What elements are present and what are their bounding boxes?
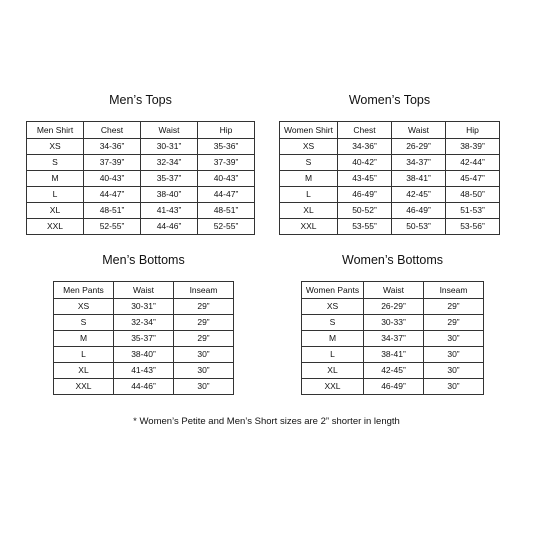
table-cell: 30” [174,379,234,395]
table-cell: 42-44” [446,155,500,171]
table-cell: XL [280,203,338,219]
table-cell: 30” [424,347,484,363]
table-cell: M [27,171,84,187]
table-cell: XS [54,299,114,315]
womens-tops-title: Women’s Tops [348,93,431,107]
table-row [280,187,500,203]
table-row [27,219,255,235]
column-header: Inseam [424,282,484,299]
table-row [54,347,234,363]
table-cell: 46-49” [364,379,424,395]
womens-bottoms-section [301,253,484,395]
table-header-row [302,282,484,299]
table-cell: 34-37” [364,331,424,347]
table-cell: XS [280,139,338,155]
table-cell: L [302,347,364,363]
womens-tops-section [279,93,500,235]
table-cell: L [27,187,84,203]
table-row [280,171,500,187]
column-header: Chest [338,122,392,139]
column-header: Waist [141,122,198,139]
table-row [302,347,484,363]
table-row [27,155,255,171]
column-header: Chest [84,122,141,139]
table-cell: 30” [174,347,234,363]
table-row [54,379,234,395]
table-cell: 35-36” [198,139,255,155]
table-row [302,379,484,395]
womens-bottoms-title: Women’s Bottoms [342,253,443,267]
table-cell: 34-36” [84,139,141,155]
table-cell: 44-47” [198,187,255,203]
table-row [280,139,500,155]
table-cell: 30-31” [114,299,174,315]
table-cell: XL [302,363,364,379]
table-cell: 35-37” [141,171,198,187]
table-cell: 38-40” [141,187,198,203]
table-cell: S [27,155,84,171]
mens-tops-table [26,121,255,235]
table-cell: XL [27,203,84,219]
table-cell: 51-53” [446,203,500,219]
column-header: Waist [114,282,174,299]
table-cell: 48-50” [446,187,500,203]
table-cell: 26-29” [364,299,424,315]
table-cell: 40-43” [198,171,255,187]
mens-bottoms-section [53,253,234,395]
table-cell: 29” [174,331,234,347]
table-cell: XXL [280,219,338,235]
table-cell: 29” [174,299,234,315]
table-cell: 32-34” [114,315,174,331]
table-cell: XXL [302,379,364,395]
table-cell: 43-45” [338,171,392,187]
table-cell: XXL [27,219,84,235]
table-row [27,187,255,203]
table-row [302,363,484,379]
table-row [27,203,255,219]
table-cell: M [280,171,338,187]
table-row [54,299,234,315]
table-cell: 30” [424,363,484,379]
column-header: Hip [198,122,255,139]
column-header: Waist [392,122,446,139]
mens-tops-title: Men’s Tops [109,93,172,107]
table-cell: 42-45” [364,363,424,379]
table-row [54,331,234,347]
mens-tops-section [26,93,255,235]
table-cell: 50-52” [338,203,392,219]
table-cell: 46-49” [338,187,392,203]
table-row [280,203,500,219]
table-cell: XXL [54,379,114,395]
table-row [27,171,255,187]
table-header-row [280,122,500,139]
column-header: Women Shirt [280,122,338,139]
table-cell: 30” [174,363,234,379]
table-cell: 50-53” [392,219,446,235]
table-cell: 34-36” [338,139,392,155]
table-cell: S [54,315,114,331]
column-header: Waist [364,282,424,299]
table-cell: 38-41” [364,347,424,363]
table-cell: 29” [424,315,484,331]
table-cell: 45-47” [446,171,500,187]
table-cell: 46-49” [392,203,446,219]
table-row [302,299,484,315]
table-header-row [54,282,234,299]
table-cell: 34-37” [392,155,446,171]
table-row [27,139,255,155]
table-cell: 44-46” [114,379,174,395]
column-header: Men Shirt [27,122,84,139]
womens-tops-table [279,121,500,235]
table-cell: 48-51” [198,203,255,219]
table-cell: 52-55” [84,219,141,235]
table-cell: 38-40” [114,347,174,363]
womens-bottoms-table [301,281,484,395]
table-cell: S [280,155,338,171]
table-cell: 37-39” [84,155,141,171]
table-cell: 40-43” [84,171,141,187]
table-cell: 30-31” [141,139,198,155]
column-header: Inseam [174,282,234,299]
table-row [302,331,484,347]
column-header: Men Pants [54,282,114,299]
mens-bottoms-table [53,281,234,395]
table-cell: 37-39” [198,155,255,171]
mens-bottoms-title: Men’s Bottoms [102,253,185,267]
table-cell: 30-33” [364,315,424,331]
size-footnote: * Women’s Petite and Men’s Short sizes are 2” shorter in length [133,416,400,427]
table-cell: M [54,331,114,347]
table-cell: 41-43” [141,203,198,219]
table-row [302,315,484,331]
table-cell: XS [302,299,364,315]
table-cell: XS [27,139,84,155]
table-cell: 44-46” [141,219,198,235]
table-header-row [27,122,255,139]
table-cell: 35-37” [114,331,174,347]
table-cell: 38-39” [446,139,500,155]
table-cell: 53-56” [446,219,500,235]
table-cell: 30” [424,331,484,347]
table-row [54,315,234,331]
table-cell: L [54,347,114,363]
table-cell: S [302,315,364,331]
column-header: Hip [446,122,500,139]
table-cell: 40-42” [338,155,392,171]
table-cell: 52-55” [198,219,255,235]
table-cell: 32-34” [141,155,198,171]
table-cell: 41-43” [114,363,174,379]
table-row [54,363,234,379]
table-cell: 29” [424,299,484,315]
table-cell: 29” [174,315,234,331]
table-cell: 44-47” [84,187,141,203]
table-row [280,219,500,235]
table-cell: 42-45” [392,187,446,203]
table-cell: 48-51” [84,203,141,219]
table-cell: 30” [424,379,484,395]
table-cell: XL [54,363,114,379]
table-cell: 53-55” [338,219,392,235]
table-cell: M [302,331,364,347]
table-cell: 26-29” [392,139,446,155]
table-row [280,155,500,171]
table-cell: L [280,187,338,203]
column-header: Women Pants [302,282,364,299]
table-cell: 38-41” [392,171,446,187]
